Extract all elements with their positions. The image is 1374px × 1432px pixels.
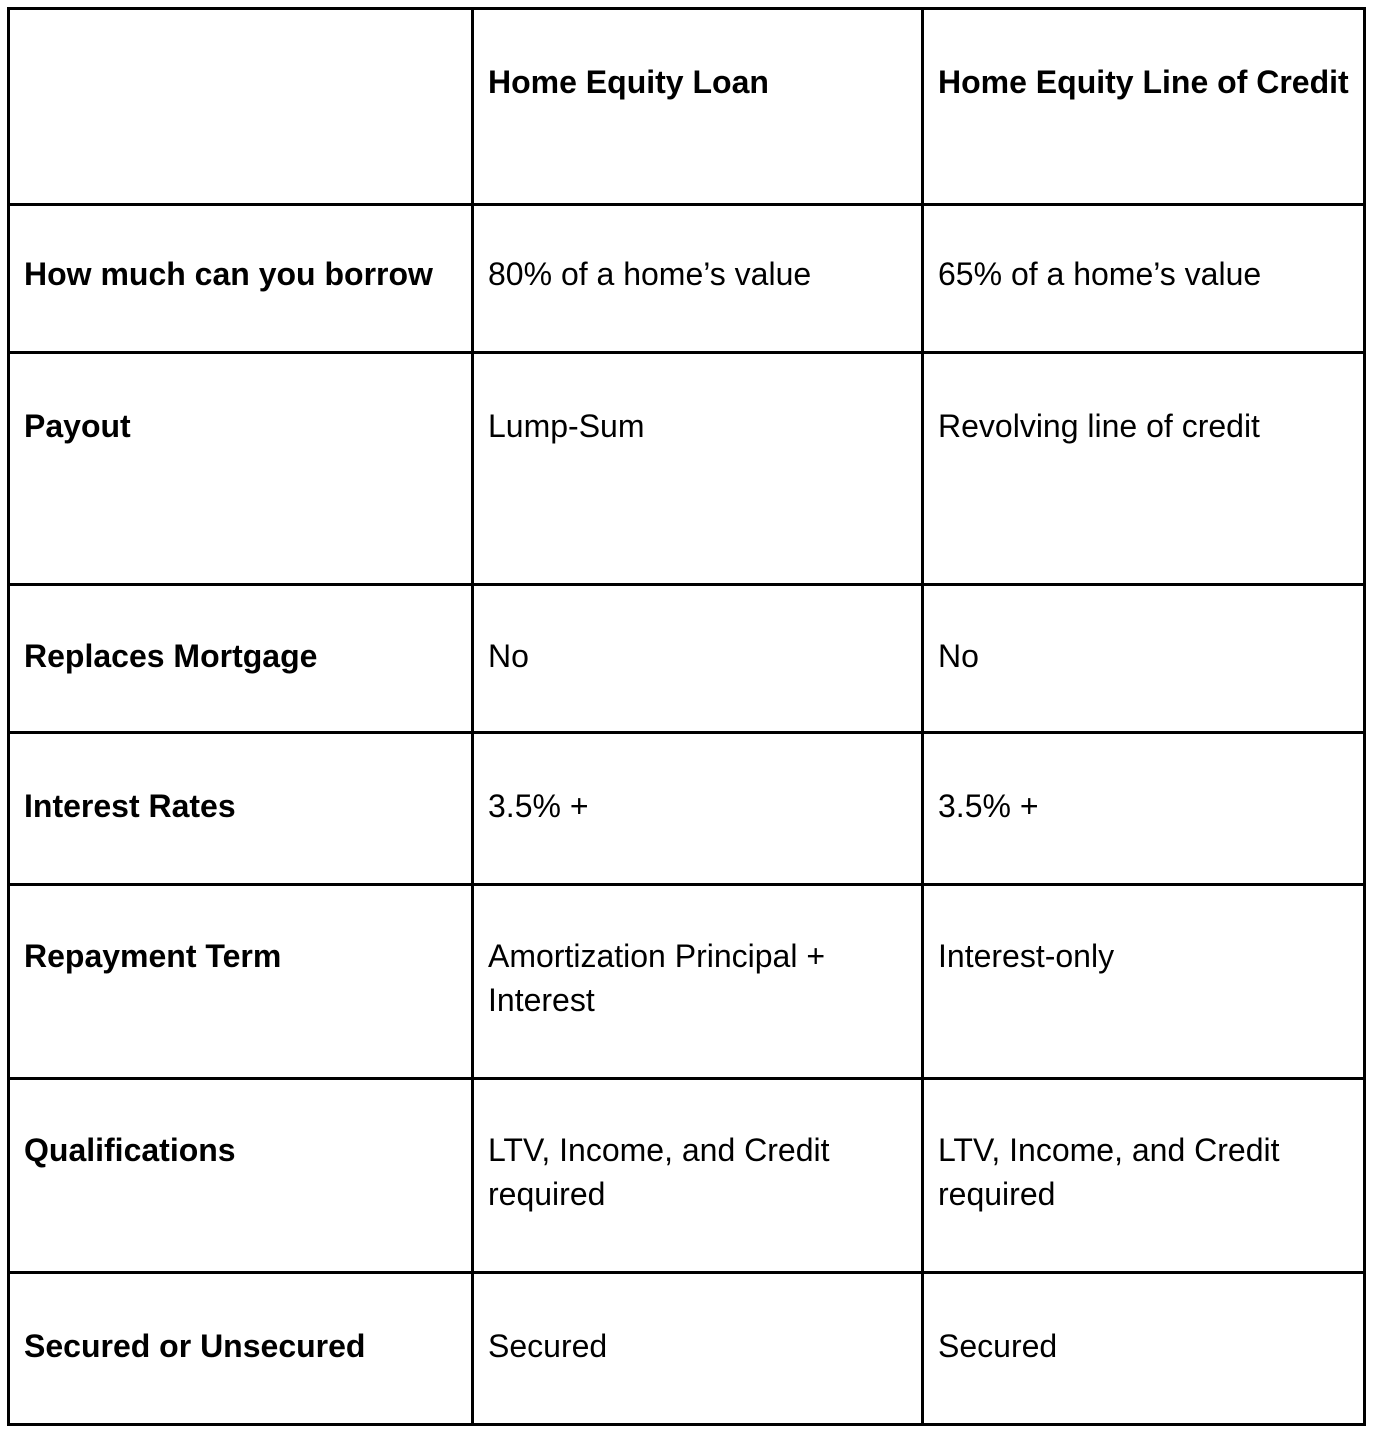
heloc-cell-text: No <box>938 638 979 674</box>
heloc-cell <box>923 205 1365 353</box>
loan-cell-text: Amortization Principal + Interest <box>488 938 826 1018</box>
table-row <box>9 885 1365 1079</box>
table-row <box>9 353 1365 585</box>
loan-cell-text: Secured <box>488 1328 608 1364</box>
table-row <box>9 733 1365 885</box>
table-row <box>9 1079 1365 1273</box>
heloc-cell <box>923 1079 1365 1273</box>
row-label-text: Payout <box>24 408 131 444</box>
loan-cell-text: No <box>488 638 529 674</box>
heloc-cell-text: 3.5% + <box>938 788 1039 824</box>
row-label <box>9 585 473 733</box>
loan-cell-text: LTV, Income, and Credit required <box>488 1132 830 1212</box>
row-label-text: Replaces Mortgage <box>24 638 318 674</box>
loan-cell <box>473 205 923 353</box>
heloc-cell-text: LTV, Income, and Credit required <box>938 1132 1280 1212</box>
header-home-equity-loan-text: Home Equity Loan <box>488 64 769 100</box>
row-label <box>9 733 473 885</box>
comparison-table <box>7 7 1366 1426</box>
loan-cell <box>473 733 923 885</box>
loan-cell-text: Lump-Sum <box>488 408 645 444</box>
row-label-text: Secured or Unsecured <box>24 1328 366 1364</box>
header-corner-cell <box>9 9 473 205</box>
row-label <box>9 1079 473 1273</box>
row-label <box>9 353 473 585</box>
heloc-cell <box>923 353 1365 585</box>
row-label-text: Interest Rates <box>24 788 236 824</box>
heloc-cell-text: Secured <box>938 1328 1058 1364</box>
heloc-cell <box>923 585 1365 733</box>
header-heloc-text: Home Equity Line of Credit <box>938 64 1349 100</box>
heloc-cell-text: Revolving line of credit <box>938 408 1260 444</box>
row-label-text: How much can you borrow <box>24 256 433 292</box>
table-row <box>9 205 1365 353</box>
header-row <box>9 9 1365 205</box>
row-label <box>9 1273 473 1425</box>
heloc-cell-text: 65% of a home’s value <box>938 256 1262 292</box>
heloc-cell <box>923 1273 1365 1425</box>
row-label-text: Qualifications <box>24 1132 236 1168</box>
loan-cell-text: 80% of a home’s value <box>488 256 812 292</box>
heloc-cell <box>923 733 1365 885</box>
heloc-cell-text: Interest-only <box>938 938 1115 974</box>
loan-cell <box>473 1079 923 1273</box>
loan-cell <box>473 353 923 585</box>
loan-cell-text: 3.5% + <box>488 788 589 824</box>
loan-cell <box>473 1273 923 1425</box>
row-label <box>9 205 473 353</box>
loan-cell <box>473 585 923 733</box>
row-label <box>9 885 473 1079</box>
row-label-text: Repayment Term <box>24 938 282 974</box>
heloc-cell <box>923 885 1365 1079</box>
table-row <box>9 585 1365 733</box>
header-home-equity-loan <box>473 9 923 205</box>
table-row <box>9 1273 1365 1425</box>
loan-cell <box>473 885 923 1079</box>
header-heloc <box>923 9 1365 205</box>
